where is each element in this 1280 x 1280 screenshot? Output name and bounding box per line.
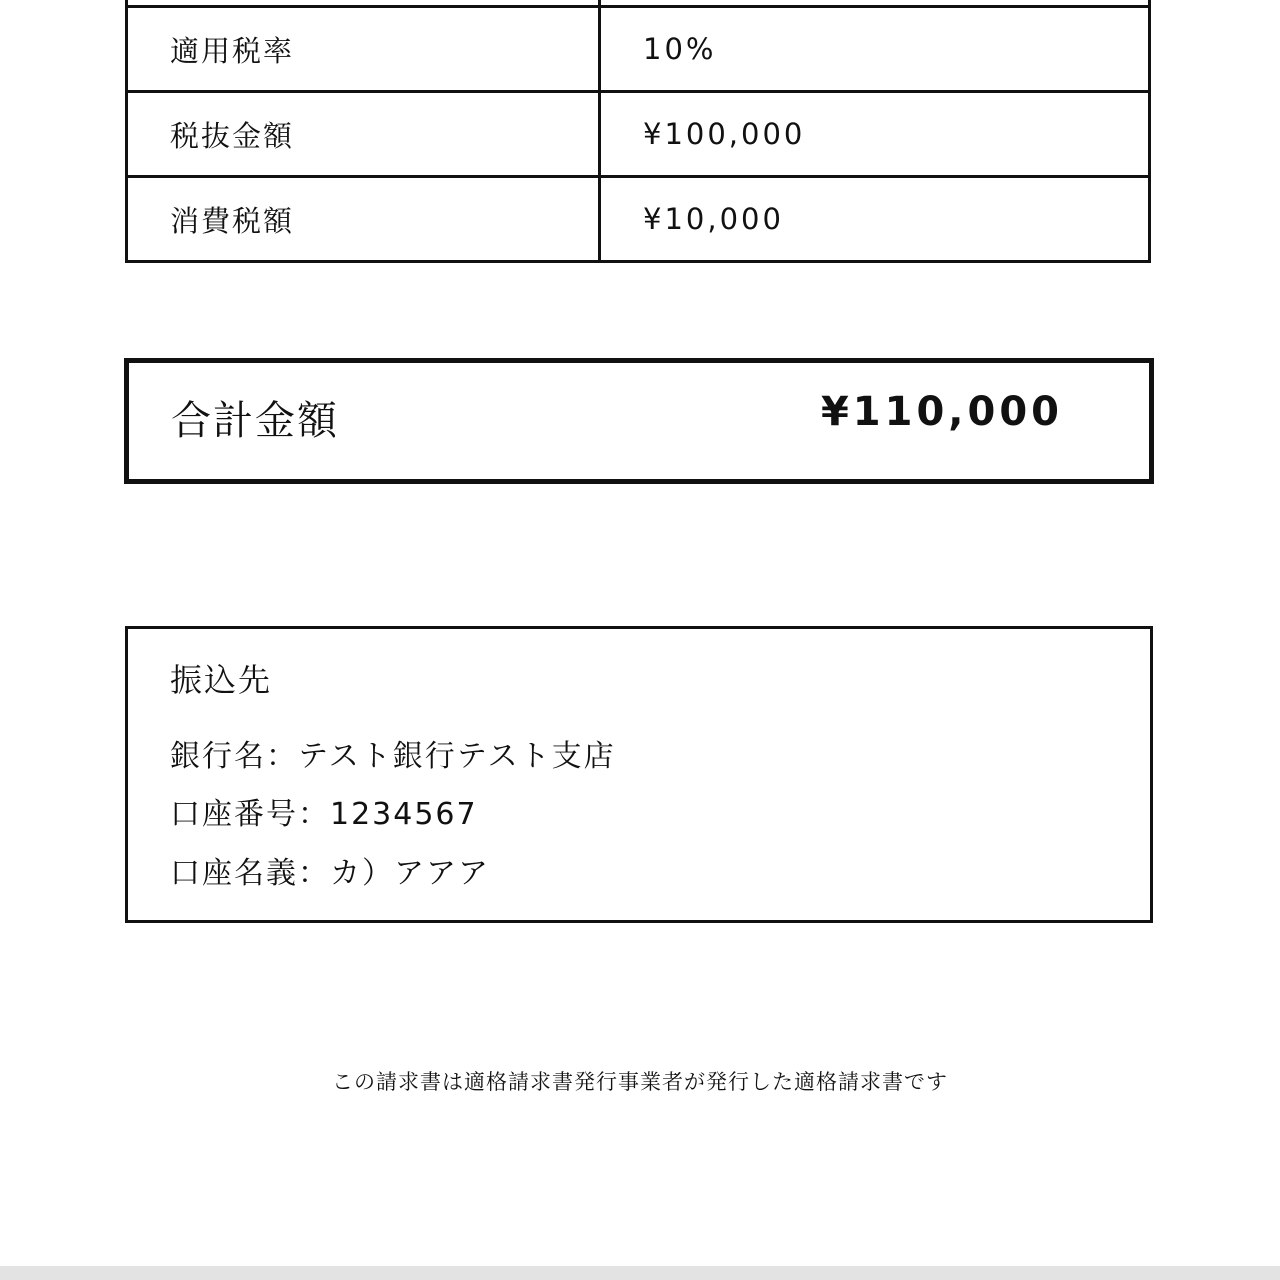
bank-transfer-heading: 振込先 xyxy=(170,661,273,699)
tax-rate-label: 適用税率 xyxy=(127,7,600,92)
account-number: 口座番号：1234567 xyxy=(170,797,478,832)
consumption-tax-value: ¥10,000 xyxy=(600,177,1150,262)
total-amount-box xyxy=(124,358,1154,484)
subtotal-value: ¥100,000 xyxy=(600,92,1150,177)
consumption-tax-label: 消費税額 xyxy=(127,177,600,262)
account-holder: 口座名義：カ）アアア xyxy=(170,856,490,891)
tax-summary-table xyxy=(125,0,1151,263)
table-row xyxy=(127,177,1150,262)
subtotal-label: 税抜金額 xyxy=(127,92,600,177)
viewer-bottom-bar xyxy=(0,1266,1280,1280)
total-amount-label: 合計金額 xyxy=(171,398,339,444)
qualified-invoice-note: この請求書は適格請求書発行事業者が発行した適格請求書です xyxy=(332,1070,948,1094)
bank-name: 銀行名：テスト銀行テスト支店 xyxy=(170,739,616,774)
table-row xyxy=(127,7,1150,92)
total-amount-value: ¥110,000 xyxy=(820,389,1063,435)
bank-transfer-box xyxy=(125,626,1153,923)
table-row xyxy=(127,92,1150,177)
tax-rate-value: 10% xyxy=(600,7,1150,92)
